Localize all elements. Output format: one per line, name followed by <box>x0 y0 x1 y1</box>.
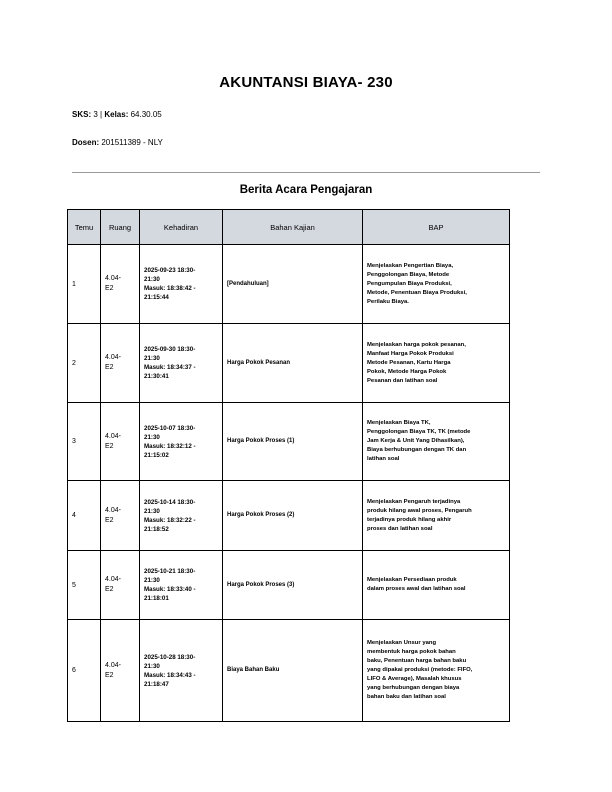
kelas-label: Kelas: <box>104 110 129 119</box>
cell-bap-line: Menjelaskan Unsur yang <box>367 640 437 646</box>
column-header-bap: BAP <box>363 210 510 245</box>
cell-temu: 4 <box>68 481 101 551</box>
cell-bap-line: LIFO & Average), Masalah khusus <box>367 676 462 682</box>
cell-kehadiran <box>140 245 223 324</box>
cell-kehadiran-line: 2025-10-07 18:30- <box>144 424 196 432</box>
cell-bahan-kajian: Harga Pokok Proses (1) <box>223 403 363 481</box>
cell-ruang-line: 4.04- <box>105 661 121 669</box>
cell-temu: 3 <box>68 403 101 481</box>
cell-ruang-line: 4.04- <box>105 506 121 514</box>
cell-bap-line: latihan soal <box>367 456 400 462</box>
cell-bahan-kajian: Harga Pokok Pesanan <box>223 324 363 403</box>
course-meta-dosen <box>72 138 163 147</box>
cell-bap-line: Pengumpulan Biaya Produksi, <box>367 280 452 287</box>
cell-kehadiran-line: 21:30 <box>144 433 160 441</box>
cell-bap-line: Metode, Penentuan Biaya Produksi, <box>367 289 467 296</box>
cell-bap-line: terjadinya produk hilang akhir <box>367 516 452 523</box>
cell-bap <box>363 324 510 403</box>
cell-kehadiran-line: 21:15:44 <box>144 294 169 301</box>
cell-kehadiran-line: 21:30 <box>144 577 160 584</box>
teaching-record-table <box>67 209 510 722</box>
section-title: Berita Acara Pengajaran <box>239 184 373 196</box>
cell-bap-line: Penggolongan Biaya, Metode <box>367 271 450 278</box>
meta-separator: | <box>100 110 103 119</box>
cell-ruang <box>101 403 140 481</box>
cell-kehadiran-line: 21:15:02 <box>144 451 169 459</box>
cell-kehadiran-line: Masuk: 18:34:43 - <box>144 671 196 679</box>
table-row <box>68 403 510 481</box>
course-meta-sks-kelas <box>72 110 162 119</box>
cell-bap-line: Metode Pesanan, Kartu Harga <box>367 359 451 366</box>
cell-bap-line: yang berhubungan dengan biaya <box>367 685 460 691</box>
cell-bap-line: Perilaku Biaya. <box>367 298 409 305</box>
cell-bap-line: Menjelaskan Pengertian Biaya, <box>367 262 454 269</box>
cell-kehadiran-line: 2025-09-30 18:30- <box>144 346 196 353</box>
cell-kehadiran-line: 21:30 <box>144 662 160 670</box>
kelas-value: 64.30.05 <box>130 110 162 119</box>
cell-kehadiran-line: 21:30 <box>144 276 160 283</box>
cell-ruang-line: E2 <box>105 442 114 450</box>
cell-ruang <box>101 620 140 722</box>
cell-kehadiran <box>140 551 223 620</box>
cell-ruang-line: E2 <box>105 285 114 292</box>
cell-kehadiran <box>140 324 223 403</box>
cell-temu: 5 <box>68 551 101 620</box>
cell-ruang <box>101 551 140 620</box>
cell-bap-line: dalam proses awal dan latihan soal <box>367 586 466 592</box>
table-row <box>68 245 510 324</box>
table-header-row <box>68 210 510 245</box>
cell-kehadiran-line: Masuk: 18:38:42 - <box>144 285 196 292</box>
cell-bahan-kajian: Biaya Bahan Baku <box>223 620 363 722</box>
cell-bahan-kajian: [Pendahuluan] <box>223 245 363 324</box>
table-row <box>68 620 510 722</box>
course-title: AKUNTANSI BIAYA- 230 <box>219 74 393 91</box>
cell-bap-line: yang dipakai produksi (metode: FIFO, <box>367 667 473 673</box>
divider <box>72 172 540 173</box>
cell-ruang <box>101 245 140 324</box>
column-header-bahan-kajian: Bahan Kajian <box>223 210 363 245</box>
cell-ruang-line: 4.04- <box>105 432 121 440</box>
cell-kehadiran-line: 2025-10-28 18:30- <box>144 653 196 661</box>
cell-bap-line: Penggolongan Biaya TK, TK (metode <box>367 429 471 435</box>
cell-ruang-line: E2 <box>105 516 114 524</box>
cell-kehadiran-line: 21:18:01 <box>144 595 169 602</box>
cell-kehadiran-line: 2025-09-23 18:30- <box>144 267 196 274</box>
cell-bap-line: Jam Kerja & Unit Yang Dihasilkan), <box>367 438 465 444</box>
cell-ruang-line: 4.04- <box>105 576 121 583</box>
cell-bap <box>363 481 510 551</box>
cell-kehadiran-line: 21:18:52 <box>144 525 169 533</box>
cell-bap <box>363 551 510 620</box>
cell-bap-line: proses dan latihan soal <box>367 525 433 532</box>
cell-kehadiran-line: 21:30 <box>144 355 160 362</box>
cell-ruang <box>101 324 140 403</box>
cell-bap-line: Pesanan dan latihan soal <box>367 377 438 384</box>
cell-kehadiran-line: 2025-10-21 18:30- <box>144 568 196 575</box>
cell-bap-line: Menjelaskan Persediaan produk <box>367 577 457 583</box>
cell-bap <box>363 620 510 722</box>
column-header-ruang: Ruang <box>101 210 140 245</box>
cell-ruang-line: E2 <box>105 364 114 371</box>
cell-bap-line: membentuk harga pokok bahan <box>367 649 456 655</box>
cell-bap-line: Manfaat Harga Pokok Produksi <box>367 350 454 357</box>
cell-bahan-kajian: Harga Pokok Proses (2) <box>223 481 363 551</box>
table-row <box>68 324 510 403</box>
cell-kehadiran-line: 21:30 <box>144 507 160 515</box>
cell-bap-line: Menjelaskan harga pokok pesanan, <box>367 341 466 348</box>
sks-value: 3 <box>93 110 98 119</box>
cell-kehadiran-line: 21:18:47 <box>144 680 169 688</box>
cell-bap-line: bahan baku dan latihan soal <box>367 694 446 700</box>
cell-ruang-line: 4.04- <box>105 354 121 361</box>
cell-bap-line: produk hilang awal proses, Pengaruh <box>367 507 472 514</box>
cell-bap-line: Menjelaskan Biaya TK, <box>367 420 431 426</box>
cell-temu: 6 <box>68 620 101 722</box>
cell-temu: 1 <box>68 245 101 324</box>
cell-kehadiran <box>140 481 223 551</box>
cell-kehadiran-line: Masuk: 18:32:22 - <box>144 516 196 524</box>
cell-kehadiran-line: Masuk: 18:32:12 - <box>144 442 196 450</box>
cell-kehadiran-line: Masuk: 18:34:37 - <box>144 364 196 371</box>
cell-ruang-line: 4.04- <box>105 275 121 282</box>
dosen-value: 201511389 - NLY <box>101 138 163 147</box>
cell-kehadiran <box>140 403 223 481</box>
cell-bap-line: Biaya berhubungan dengan TK dan <box>367 447 467 453</box>
cell-bap <box>363 403 510 481</box>
cell-bap <box>363 245 510 324</box>
cell-kehadiran-line: Masuk: 18:33:40 - <box>144 586 196 593</box>
cell-ruang-line: E2 <box>105 671 114 679</box>
sks-label: SKS: <box>72 110 92 119</box>
cell-ruang-line: E2 <box>105 586 114 593</box>
table-row <box>68 481 510 551</box>
cell-kehadiran-line: 2025-10-14 18:30- <box>144 498 196 506</box>
cell-kehadiran <box>140 620 223 722</box>
column-header-kehadiran: Kehadiran <box>140 210 223 245</box>
cell-ruang <box>101 481 140 551</box>
cell-bap-line: baku, Penentuan harga bahan baku <box>367 658 467 664</box>
cell-bap-line: Menjelaskan Pengaruh terjadinya <box>367 498 461 505</box>
cell-bap-line: Pokok, Metode Harga Pokok <box>367 368 447 375</box>
dosen-label: Dosen: <box>72 138 100 147</box>
column-header-temu: Temu <box>68 210 101 245</box>
table-row <box>68 551 510 620</box>
cell-kehadiran-line: 21:30:41 <box>144 373 169 380</box>
cell-bahan-kajian: Harga Pokok Proses (3) <box>223 551 363 620</box>
cell-temu: 2 <box>68 324 101 403</box>
